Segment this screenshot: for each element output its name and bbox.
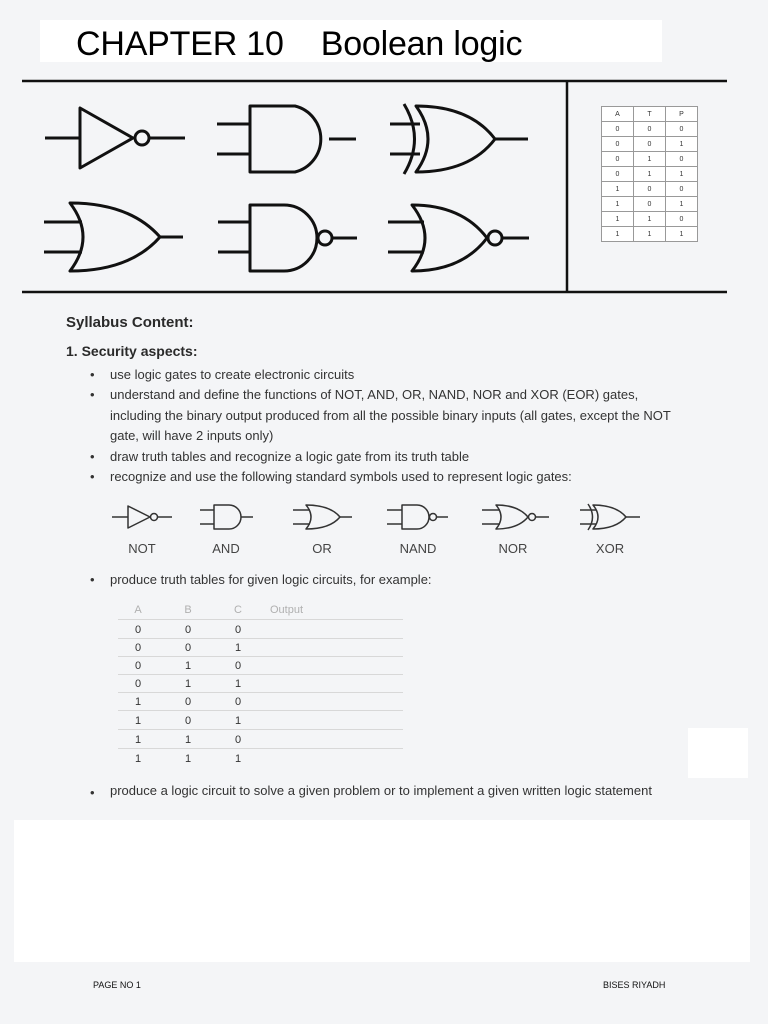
footer-page-number: PAGE NO 1 xyxy=(93,980,141,990)
table-header: P xyxy=(666,107,698,122)
table-rule xyxy=(118,692,403,693)
table-cell: 1 xyxy=(634,152,666,167)
table-cell: 1 xyxy=(184,678,192,690)
table-cell: 0 xyxy=(184,696,192,708)
table-cell: 0 xyxy=(666,182,698,197)
small-and-gate-icon xyxy=(200,505,253,529)
small-nor-gate-icon xyxy=(482,505,549,529)
table-rule xyxy=(118,729,403,730)
small-or-gate-icon xyxy=(293,505,352,529)
table-cell: 0 xyxy=(184,642,192,654)
bullet-icon: • xyxy=(90,785,95,800)
table-cell: 0 xyxy=(602,137,634,152)
gate-label-xor: XOR xyxy=(595,541,625,556)
table-cell: 1 xyxy=(134,753,142,765)
table-cell: 1 xyxy=(234,753,242,765)
table-cell: 1 xyxy=(134,696,142,708)
table-cell: 1 xyxy=(234,642,242,654)
table-cell: 1 xyxy=(666,197,698,212)
section-heading: 1. Security aspects: xyxy=(66,343,198,359)
bullet-icon: • xyxy=(90,469,95,484)
table-rule xyxy=(118,656,403,657)
table-cell: 1 xyxy=(184,753,192,765)
gate-label-and: AND xyxy=(212,541,240,556)
small-nand-gate-icon xyxy=(387,505,448,529)
table-cell: 1 xyxy=(134,715,142,727)
table-cell: 0 xyxy=(134,660,142,672)
table-cell: 1 xyxy=(634,167,666,182)
table-cell: 0 xyxy=(234,660,242,672)
table-cell: 1 xyxy=(602,227,634,242)
table-rule xyxy=(118,638,403,639)
table-cell: 0 xyxy=(134,642,142,654)
gate-label-nor: NOR xyxy=(498,541,528,556)
footer-school: BISES RIYADH xyxy=(603,980,666,990)
table-cell: 0 xyxy=(666,152,698,167)
table-cell: 1 xyxy=(602,212,634,227)
table-rule xyxy=(118,619,403,620)
table-header: B xyxy=(184,604,192,616)
table-cell: 0 xyxy=(234,696,242,708)
table-header: Output xyxy=(270,604,304,616)
table-cell: 1 xyxy=(184,660,192,672)
table-cell: 0 xyxy=(602,122,634,137)
table-header: A xyxy=(134,604,142,616)
bullet-text: draw truth tables and recognize a logic gate from its truth table xyxy=(110,449,470,464)
syllabus-heading: Syllabus Content: xyxy=(66,314,194,331)
table-cell: 1 xyxy=(666,227,698,242)
table-cell: 0 xyxy=(234,624,242,636)
scan-blank-area xyxy=(14,820,750,962)
bullet-text: use logic gates to create electronic circuits xyxy=(110,367,355,382)
table-rule xyxy=(118,748,403,749)
table-cell: 1 xyxy=(602,197,634,212)
table-cell: 1 xyxy=(666,137,698,152)
table-cell: 0 xyxy=(184,715,192,727)
table-cell: 0 xyxy=(634,197,666,212)
table-cell: 1 xyxy=(666,167,698,182)
table-header: C xyxy=(234,604,242,616)
bullet-icon: • xyxy=(90,449,95,464)
table-cell: 1 xyxy=(184,734,192,746)
table-cell: 0 xyxy=(634,122,666,137)
scan-blank-patch xyxy=(688,728,748,778)
table-rule xyxy=(118,674,403,675)
table-header: T xyxy=(634,107,666,122)
bullet-text: understand and define the functions of NOT, AND, OR, NAND, NOR and XOR (EOR) gates, including the binary output produced from all the possible binary inputs (all gates, except the NOT gate, will have 2 inputs only) xyxy=(110,387,671,443)
table-cell: 0 xyxy=(234,734,242,746)
table-cell: 0 xyxy=(134,624,142,636)
gate-label-or: OR xyxy=(312,541,332,556)
table-cell: 1 xyxy=(234,678,242,690)
table-cell: 0 xyxy=(634,137,666,152)
table-cell: 1 xyxy=(234,715,242,727)
page-title: CHAPTER 10 Boolean logic xyxy=(76,25,523,63)
table-cell: 0 xyxy=(602,152,634,167)
table-cell: 1 xyxy=(602,182,634,197)
bullet-text: produce truth tables for given logic circuits, for example: xyxy=(110,572,432,587)
table-cell: 0 xyxy=(634,182,666,197)
bullet-text: recognize and use the following standard symbols used to represent logic gates: xyxy=(110,469,572,484)
table-cell: 0 xyxy=(666,122,698,137)
small-not-gate-icon xyxy=(112,506,172,528)
gate-label-nand: NAND xyxy=(399,541,437,556)
table-cell: 1 xyxy=(634,227,666,242)
table-rule xyxy=(118,710,403,711)
gate-label-not: NOT xyxy=(128,541,156,556)
table-cell: 1 xyxy=(634,212,666,227)
table-cell: 0 xyxy=(602,167,634,182)
table-cell: 0 xyxy=(134,678,142,690)
table-header: A xyxy=(602,107,634,122)
small-xor-gate-icon xyxy=(580,504,640,530)
bullet-icon: • xyxy=(90,387,95,402)
bullet-icon: • xyxy=(90,572,95,587)
table-cell: 0 xyxy=(666,212,698,227)
table-cell: 1 xyxy=(134,734,142,746)
bullet-icon: • xyxy=(90,367,95,382)
bullet-text: produce a logic circuit to solve a given problem or to implement a given written logic statement xyxy=(110,783,652,798)
table-cell: 0 xyxy=(184,624,192,636)
